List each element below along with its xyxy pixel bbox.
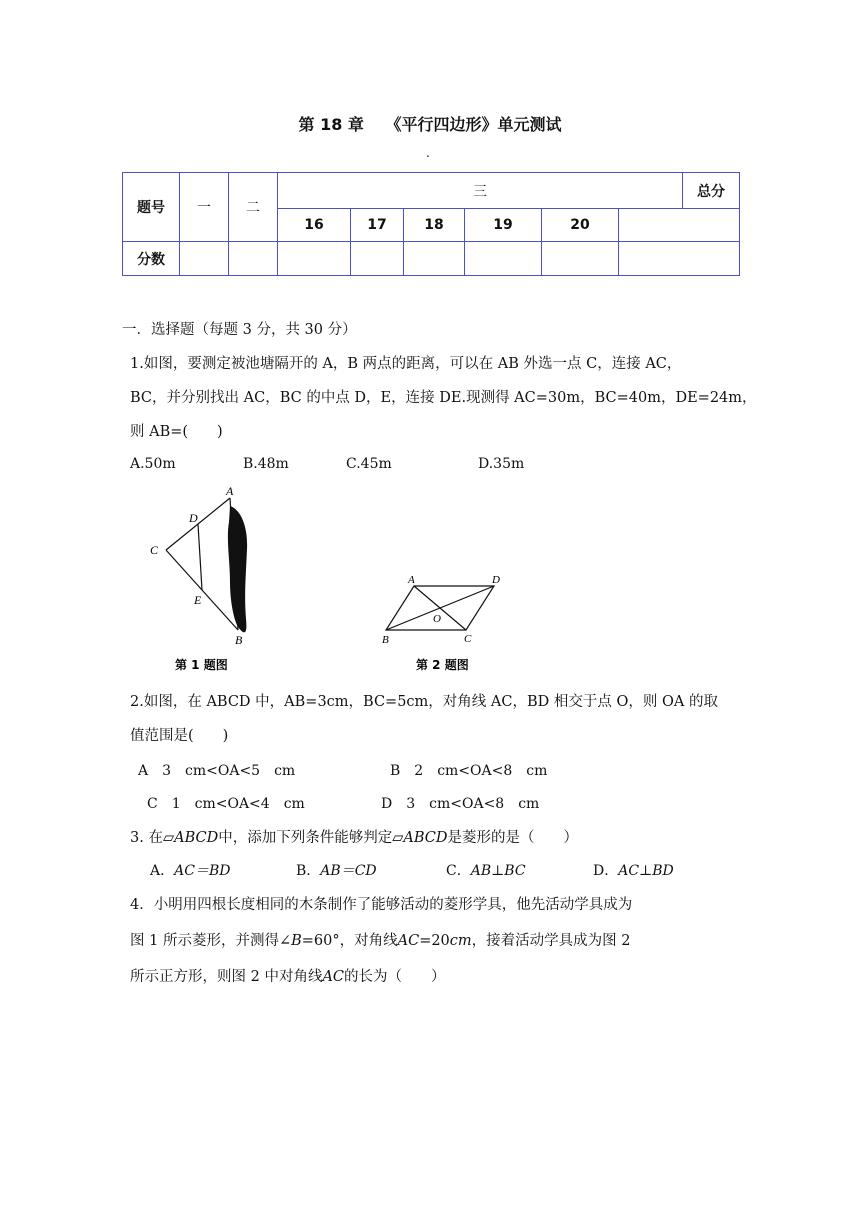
q4-line-1: 4．小明用四根长度相同的木条制作了能够活动的菱形学具，他先活动学具成为 <box>130 897 633 913</box>
fig2-label-d: D <box>492 574 500 586</box>
q3-abcd-2: ABCD <box>403 830 448 846</box>
sub-col-18: 18 <box>404 209 465 242</box>
q3-prefix: 3. 在 <box>130 830 163 846</box>
col-header-2: 二 <box>229 173 278 242</box>
q2-line-1: 2.如图，在 ABCD 中，AB=3cm，BC=5cm，对角线 AC，BD 相交于点 O，则 OA 的取 <box>130 694 718 710</box>
col-header-1: 一 <box>180 173 229 242</box>
q3-option-d: D．AC⊥BD <box>593 863 674 879</box>
score-table <box>122 172 740 276</box>
parallelogram-symbol: ▱ <box>162 830 175 846</box>
sub-col-20: 20 <box>542 209 619 242</box>
col-header-total: 总分 <box>683 173 740 209</box>
score-cell <box>351 242 404 276</box>
q2-option-b: B 2 cm<OA<8 cm <box>390 763 548 779</box>
blank-cell <box>619 209 740 242</box>
q3-option-a: A．AC＝BD <box>150 863 231 879</box>
q2-option-c: C 1 cm<OA<4 cm <box>147 796 305 812</box>
fig1-caption: 第 1 题图 <box>175 658 228 672</box>
q4-line-2: 图 1 所示菱形，并测得∠B=60°，对角线AC=20cm，接着活动学具成为图 2 <box>130 933 631 949</box>
q1-line-1: 1.如图，要测定被池塘隔开的 A，B 两点的距离，可以在 AB 外选一点 C，连接 AC， <box>130 356 682 372</box>
figure-1-pond-diagram <box>130 484 280 679</box>
q3-mid: 中，添加下列条件能够判定 <box>218 830 393 846</box>
fig2-label-c: C <box>464 633 472 645</box>
fig1-label-e: E <box>194 593 202 607</box>
q2-option-a: A 3 cm<OA<5 cm <box>138 763 296 779</box>
fig1-label-d: D <box>189 511 198 525</box>
parallelogram-symbol-2: ▱ <box>392 830 404 846</box>
q2-option-d: D 3 cm<OA<8 cm <box>381 796 540 812</box>
fig2-label-b: B <box>382 634 389 646</box>
score-cell-total <box>619 242 740 276</box>
row-header-question-no: 题号 <box>123 173 180 242</box>
page-title: 第 18 章 《平行四边形》单元测试 <box>298 115 562 134</box>
q3-stem <box>130 826 578 847</box>
score-cell <box>404 242 465 276</box>
q1-option-c: C.45m <box>346 456 392 472</box>
score-cell <box>278 242 351 276</box>
fig1-label-b: B <box>235 633 243 647</box>
sub-col-19: 19 <box>465 209 542 242</box>
section-heading: 一．选择题（每题 3 分，共 30 分） <box>122 322 357 338</box>
q4-line-3: 所示正方形，则图 2 中对角线AC的长为（ ） <box>130 969 446 985</box>
score-cell <box>542 242 619 276</box>
fig2-caption: 第 2 题图 <box>416 658 469 672</box>
q3-abcd-1: ABCD <box>174 830 219 846</box>
figure-2-parallelogram <box>378 570 508 680</box>
fig1-label-a: A <box>226 484 234 498</box>
q1-line-3: 则 AB=( ) <box>130 424 223 440</box>
score-cell <box>180 242 229 276</box>
sub-col-16: 16 <box>278 209 351 242</box>
sub-col-17: 17 <box>351 209 404 242</box>
score-cell <box>465 242 542 276</box>
q1-option-d: D.35m <box>478 456 525 472</box>
row-header-score: 分数 <box>123 242 180 276</box>
q3-suffix: 是菱形的是（ ） <box>447 830 579 846</box>
fig2-label-o: O <box>433 613 441 625</box>
q1-line-2: BC，并分别找出 AC，BC 的中点 D，E，连接 DE.现测得 AC=30m，BC=40m，DE=24m， <box>130 390 757 406</box>
stray-dot: . <box>426 146 430 160</box>
fig2-label-a: A <box>408 574 415 586</box>
q3-option-c: C．AB⊥BC <box>446 863 526 879</box>
q2-line-2: 值范围是( ) <box>130 728 229 744</box>
q1-option-b: B.48m <box>243 456 289 472</box>
q1-option-a: A.50m <box>130 456 176 472</box>
q3-option-b: B．AB＝CD <box>296 863 377 879</box>
col-header-3: 三 <box>278 173 683 209</box>
score-cell <box>229 242 278 276</box>
fig1-label-c: C <box>150 543 159 557</box>
